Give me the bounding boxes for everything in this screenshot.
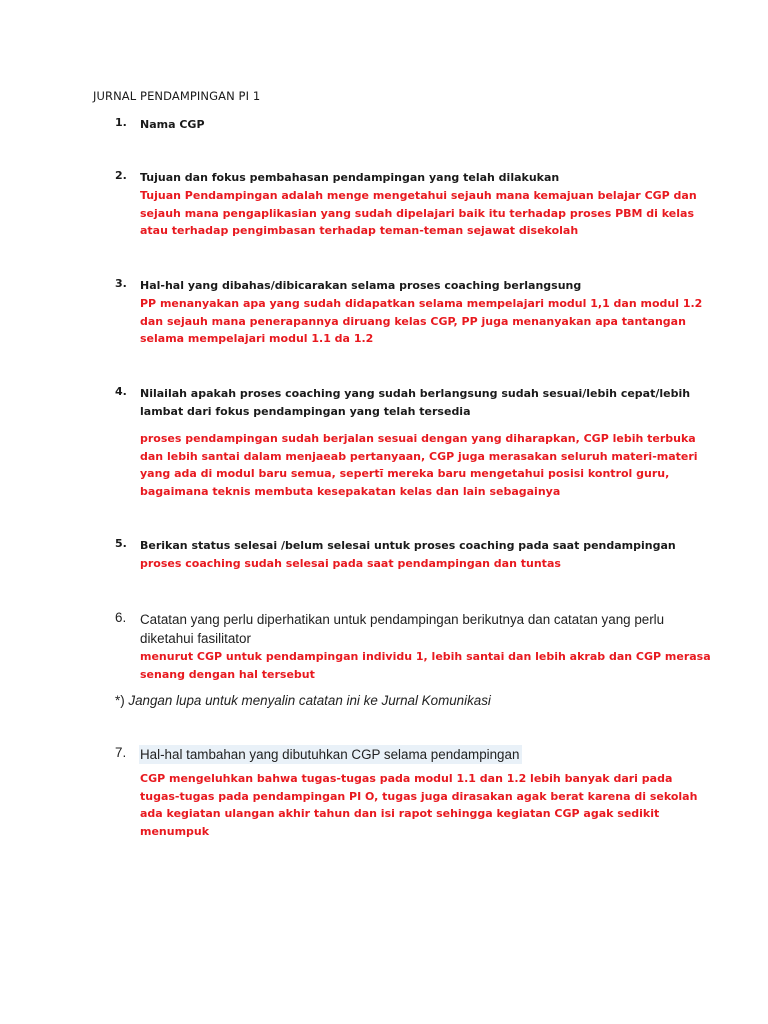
list-item-7 bbox=[115, 745, 715, 841]
item-question: Tujuan dan fokus pembahasan pendampingan yang telah dilakukan bbox=[140, 171, 560, 184]
item-question: Hal-hal yang dibahas/dibicarakan selama proses coaching berlangsung bbox=[140, 279, 582, 292]
item-number: 1. bbox=[115, 116, 127, 129]
item-answer: Tujuan Pendampingan adalah menge mengetahui sejauh mana kemajuan belajar CGP dan sejauh mana pengaplikasian yang sudah dipelajari baik itu terhadap proses PBM di kelas atau terhadap pengimbasan terhadap teman-teman sejawat disekolah bbox=[140, 189, 697, 238]
document-title: JURNAL PENDAMPINGAN PI 1 bbox=[93, 89, 261, 103]
item-question: Catatan yang perlu diperhatikan untuk pendampingan berikutnya dan catatan yang perlu diketahui fasilitator bbox=[140, 612, 665, 646]
list-item-4 bbox=[115, 385, 715, 501]
list-item-2 bbox=[115, 169, 715, 240]
note-text: Jangan lupa untuk menyalin catatan ini ke Jurnal Komunikasi bbox=[124, 693, 491, 708]
item-number: 3. bbox=[115, 277, 127, 290]
item-number: 7. bbox=[115, 745, 127, 760]
item-answer: menurut CGP untuk pendampingan individu 1, lebih santai dan lebih akrab dan CGP merasa senang dengan hal tersebut bbox=[140, 650, 711, 681]
list-item-6 bbox=[115, 610, 715, 683]
item-answer: CGP mengeluhkan bahwa tugas-tugas pada modul 1.1 dan 1.2 lebih banyak dari pada tugas-tugas pada pendampingan PI O, tugas juga dirasakan agak berat karena di sekolah ada kegiatan ulangan akhir tahun dan isi rapot sehingga kegiatan CGP agak sedikit menumpuk bbox=[140, 772, 698, 839]
reminder-note bbox=[115, 693, 491, 708]
list-item-3 bbox=[115, 277, 715, 348]
item-answer: proses pendampingan sudah berjalan sesuai dengan yang diharapkan, CGP lebih terbuka dan lebih santai dalam menjaeab pertanyaan, CGP juga merasakan seluruh materi-materi yang ada di modul baru semua, sepertī mereka baru mengetahui posisi kontrol guru, bagaimana teknis membuta kesepakatan kelas dan lain sebagainya bbox=[140, 432, 698, 499]
item-question: Nama CGP bbox=[140, 118, 205, 131]
item-question: Hal-hal tambahan yang dibutuhkan CGP selama pendampingan bbox=[139, 745, 522, 764]
item-number: 6. bbox=[115, 610, 127, 625]
item-question: Berikan status selesai /belum selesai untuk proses coaching pada saat pendampingan bbox=[140, 539, 676, 552]
item-number: 4. bbox=[115, 385, 127, 398]
item-number: 5. bbox=[115, 537, 127, 550]
item-question: Nilailah apakah proses coaching yang sudah berlangsung sudah sesuai/lebih cepat/lebih lambat dari fokus pendampingan yang telah tersedia bbox=[140, 387, 691, 418]
item-answer: proses coaching sudah selesai pada saat pendampingan dan tuntas bbox=[140, 557, 561, 570]
item-answer: PP menanyakan apa yang sudah didapatkan selama mempelajari modul 1,1 dan modul 1.2 dan sejauh mana penerapannya diruang kelas CGP, PP juga menanyakan apa tantangan selama mempelajari modul 1.1 da 1.2 bbox=[140, 297, 703, 346]
list-item-1 bbox=[115, 116, 715, 134]
list-item-5 bbox=[115, 537, 715, 573]
note-marker: *) bbox=[115, 693, 125, 708]
item-number: 2. bbox=[115, 169, 127, 182]
